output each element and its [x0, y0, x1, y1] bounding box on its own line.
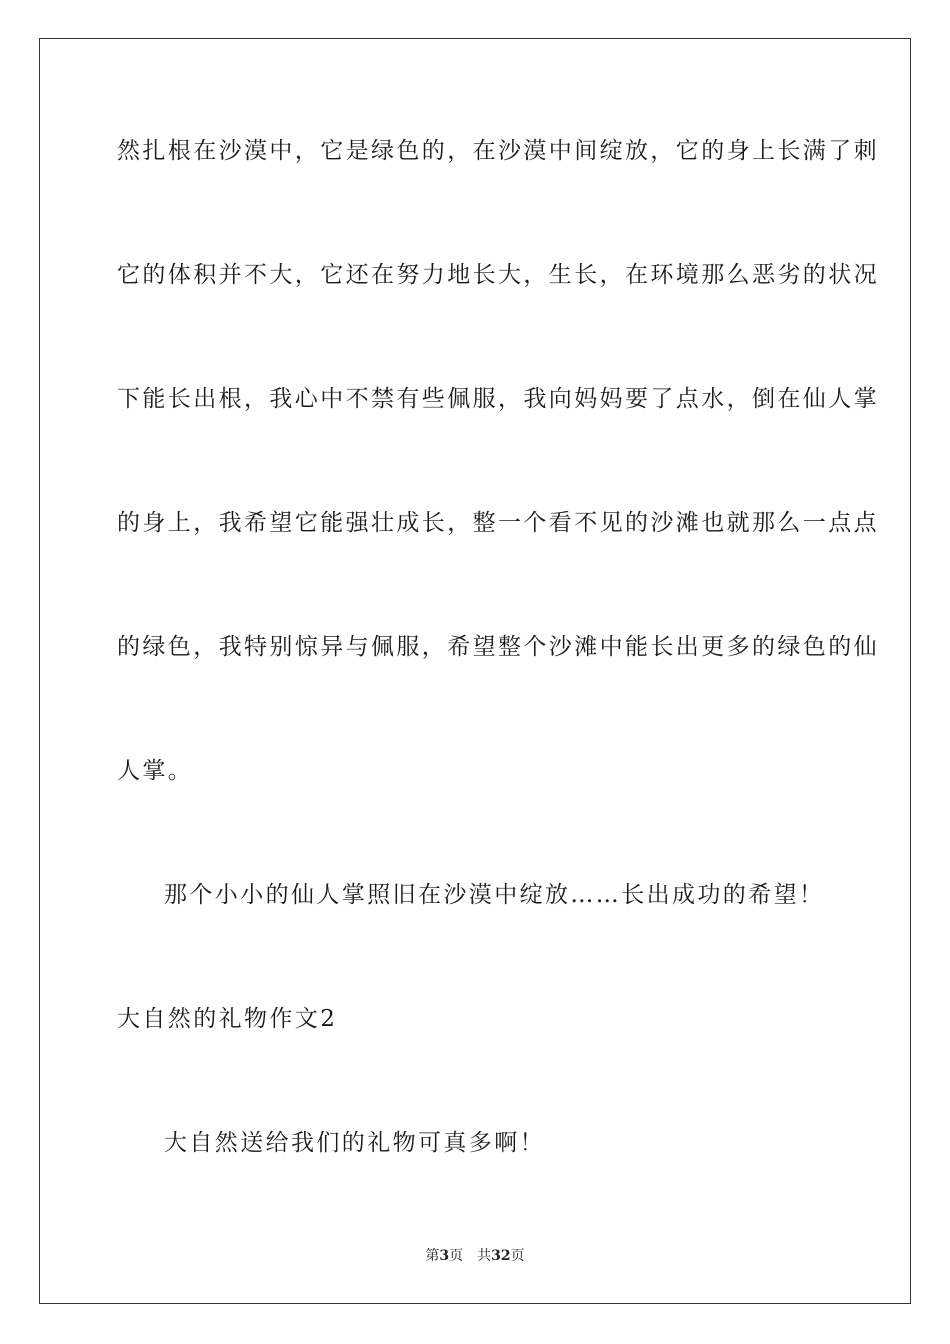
page-number-suffix: 页: [449, 1248, 464, 1264]
body-text-line: 人掌。: [117, 758, 194, 784]
section-title: 大自然的礼物作文2: [117, 1006, 338, 1032]
body-text-line: 的绿色，我特别惊异与佩服，希望整个沙滩中能长出更多的绿色的仙: [117, 634, 879, 660]
total-page-count: 32: [491, 1248, 511, 1264]
body-text-line: 然扎根在沙漠中，它是绿色的，在沙漠中间绽放，它的身上长满了刺: [117, 138, 879, 164]
total-pages-prefix: 共: [477, 1248, 492, 1264]
current-page-number: 3: [439, 1248, 450, 1264]
body-text-line: 下能长出根，我心中不禁有些佩服，我向妈妈要了点水，倒在仙人掌: [117, 386, 879, 412]
page-border: [39, 38, 911, 1304]
page-footer: [0, 1246, 950, 1266]
body-text-line: 的身上，我希望它能强壮成长，整一个看不见的沙滩也就那么一点点: [117, 510, 879, 536]
section-first-line: 大自然送给我们的礼物可真多啊！: [164, 1130, 545, 1156]
body-text-line: 它的体积并不大，它还在努力地长大，生长，在环境那么恶劣的状况: [117, 262, 879, 288]
paragraph-closing-line: 那个小小的仙人掌照旧在沙漠中绽放……长出成功的希望！: [164, 882, 825, 908]
page-number-prefix: 第: [425, 1248, 440, 1264]
total-pages-suffix: 页: [510, 1248, 525, 1264]
